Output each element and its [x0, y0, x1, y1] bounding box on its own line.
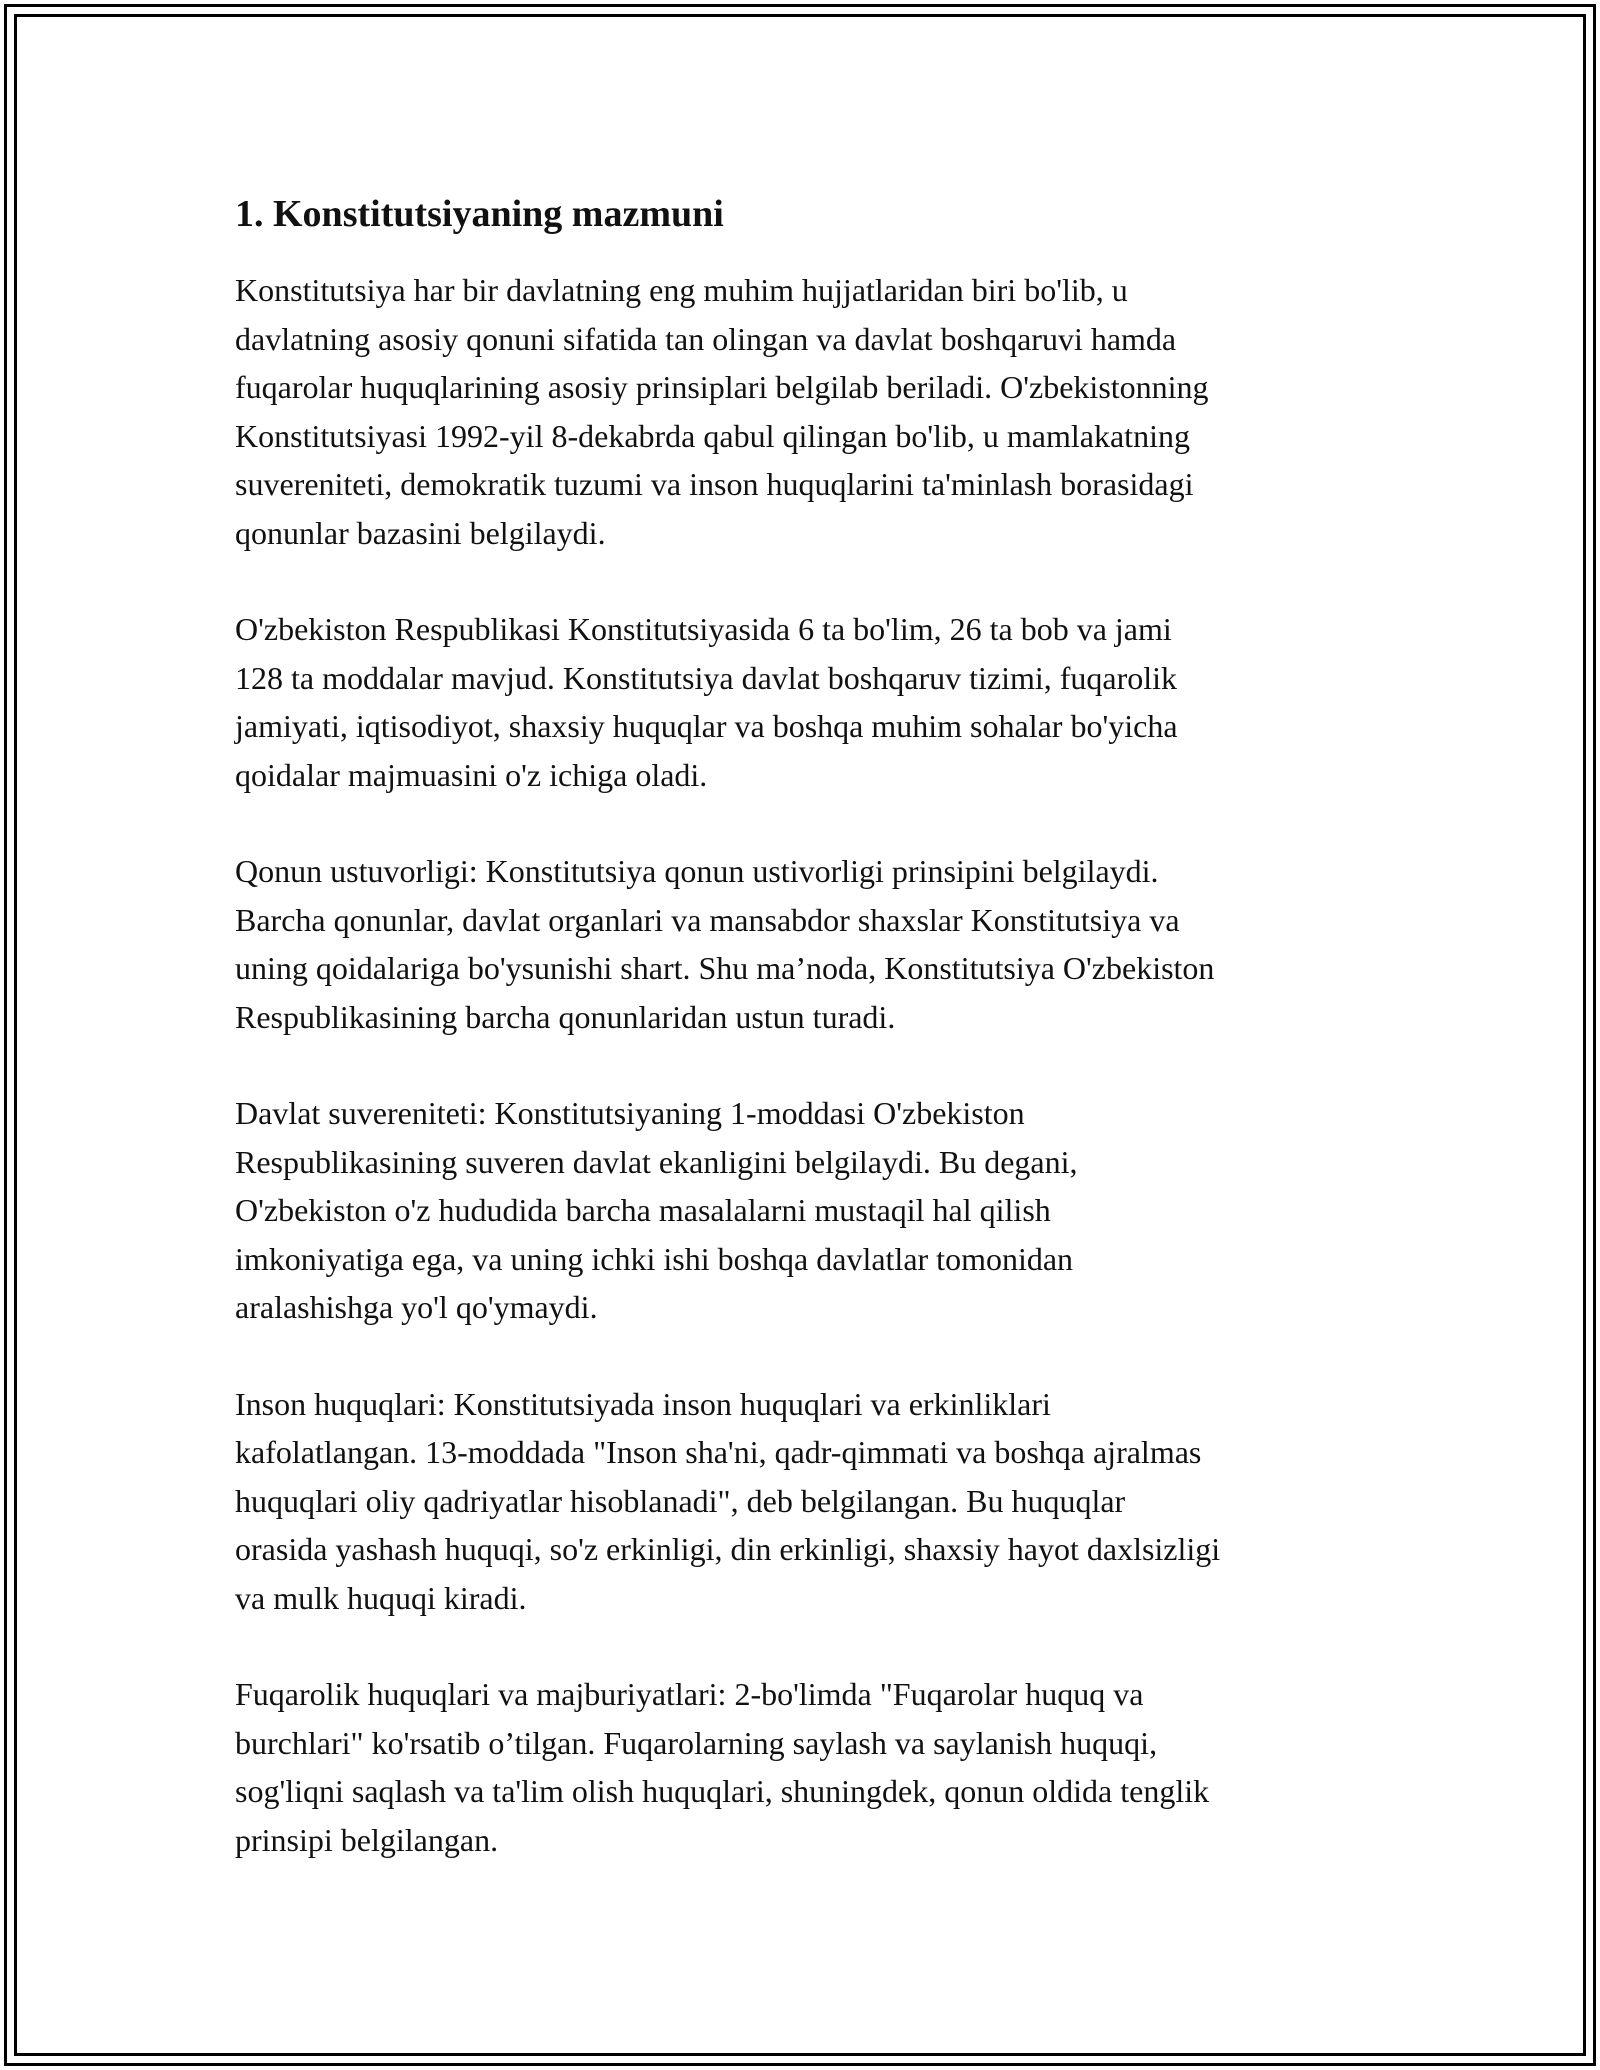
document-body: [235, 182, 1385, 1912]
section-heading: 1. Konstitutsiyaning mazmuni: [235, 193, 724, 235]
paragraph-sovereignty: Davlat suvereniteti: Konstitutsiyaning 1-moddasi O'zbekiston Respublikasining suveren davlat ekanligini belgilaydi. Bu degani, O'zbekiston o'z hududida barcha masalalarni mustaqil hal qilish imkoniyatiga ega, va uning ichki ishi boshqa davlatlar tomonidan aralashishga yo'l qo'ymaydi.: [235, 1095, 1078, 1325]
paragraph-civil-rights: Fuqarolik huquqlari va majburiyatlari: 2-bo'limda "Fuqarolar huquq va burchlari" ko'rsatib o’tilgan. Fuqarolarning saylash va saylanish huquqi, sog'liqni saqlash va ta'lim olish huquqlari, shuningdek, qonun oldida tenglik prinsipi belgilangan.: [235, 1676, 1210, 1858]
paragraph-rule-of-law: Qonun ustuvorligi: Konstitutsiya qonun ustivorligi prinsipini belgilaydi. Barcha qonunlar, davlat organlari va mansabdor shaxslar Konstitutsiya va uning qoidalariga bo'ysunishi shart. Shu ma’noda, Konstitutsiya O'zbekiston Respublikasining barcha qonunlaridan ustun turadi.: [235, 853, 1215, 1035]
paragraph-human-rights: Inson huquqlari: Konstitutsiyada inson huquqlari va erkinliklari kafolatlangan. 13-moddada "Inson sha'ni, qadr-qimmati va boshqa ajralmas huquqlari oliy qadriyatlar hisoblanadi", deb belgilangan. Bu huquqlar orasida yashash huquqi, so'z erkinligi, din erkinligi, shaxsiy hayot daxlsizligi va mulk huquqi kiradi.: [235, 1385, 1221, 1616]
paragraph-structure: O'zbekiston Respublikasi Konstitutsiyasida 6 ta bo'lim, 26 ta bob va jami 128 ta moddalar mavjud. Konstitutsiya davlat boshqaruv tizimi, fuqarolik jamiyati, iqtisodiyot, shaxsiy huquqlar va boshqa muhim sohalar bo'yicha qoidalar majmuasini o'z ichiga oladi.: [235, 611, 1178, 793]
paragraph-intro: Konstitutsiya har bir davlatning eng muhim hujjatlaridan biri bo'lib, u davlatning asosiy qonuni sifatida tan olingan va davlat boshqaruvi hamda fuqarolar huquqlarining asosiy prinsiplari belgilab beriladi. O'zbekistonning Konstitutsiyasi 1992-yil 8-dekabrda qabul qilingan bo'lib, u mamlakatning suvereniteti, demokratik tuzumi va inson huquqlarini ta'minlash borasidagi qonunlar bazasini belgilaydi.: [235, 272, 1209, 551]
